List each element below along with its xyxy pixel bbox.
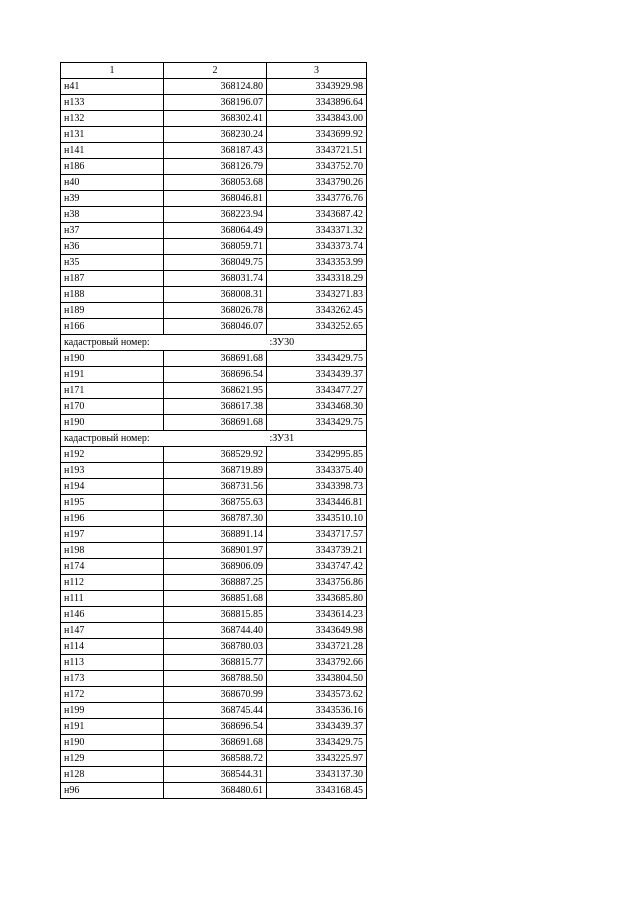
table-row: [61, 319, 367, 335]
x-coordinate-cell: 368046.07: [164, 319, 267, 335]
point-name-cell: н172: [61, 687, 164, 703]
table-row: [61, 607, 367, 623]
y-coordinate-cell: 3343446.81: [267, 495, 367, 511]
point-name-cell: н190: [61, 415, 164, 431]
table-row: [61, 223, 367, 239]
y-coordinate-cell: 3343468.30: [267, 399, 367, 415]
y-coordinate-cell: 3343685.80: [267, 591, 367, 607]
table-row: [61, 543, 367, 559]
point-name-cell: н199: [61, 703, 164, 719]
x-coordinate-cell: 368053.68: [164, 175, 267, 191]
y-coordinate-cell: 3343792.66: [267, 655, 367, 671]
table-row: [61, 287, 367, 303]
x-coordinate-cell: 368731.56: [164, 479, 267, 495]
x-coordinate-cell: 368745.44: [164, 703, 267, 719]
point-name-cell: н190: [61, 735, 164, 751]
y-coordinate-cell: 3343429.75: [267, 415, 367, 431]
table-row: [61, 303, 367, 319]
table-row: [61, 447, 367, 463]
point-name-cell: н171: [61, 383, 164, 399]
point-name-cell: н36: [61, 239, 164, 255]
cadastral-number-value: :ЗУ31: [267, 431, 367, 447]
table-row: [61, 175, 367, 191]
point-name-cell: н193: [61, 463, 164, 479]
x-coordinate-cell: 368187.43: [164, 143, 267, 159]
y-coordinate-cell: 3343843.00: [267, 111, 367, 127]
point-name-cell: н132: [61, 111, 164, 127]
y-coordinate-cell: 3343896.64: [267, 95, 367, 111]
y-coordinate-cell: 3343687.42: [267, 207, 367, 223]
x-coordinate-cell: 368891.14: [164, 527, 267, 543]
point-name-cell: н39: [61, 191, 164, 207]
x-coordinate-cell: 368008.31: [164, 287, 267, 303]
x-coordinate-cell: 368223.94: [164, 207, 267, 223]
y-coordinate-cell: 3343929.98: [267, 79, 367, 95]
point-name-cell: н146: [61, 607, 164, 623]
table-header-row: [61, 63, 367, 79]
y-coordinate-cell: 3343790.26: [267, 175, 367, 191]
x-coordinate-cell: 368126.79: [164, 159, 267, 175]
point-name-cell: н114: [61, 639, 164, 655]
x-coordinate-cell: 368026.78: [164, 303, 267, 319]
y-coordinate-cell: 3343510.10: [267, 511, 367, 527]
y-coordinate-cell: 3343429.75: [267, 351, 367, 367]
table-row: [61, 79, 367, 95]
point-name-cell: н166: [61, 319, 164, 335]
y-coordinate-cell: 3343614.23: [267, 607, 367, 623]
x-coordinate-cell: 368529.92: [164, 447, 267, 463]
table-row: [61, 367, 367, 383]
x-coordinate-cell: 368621.95: [164, 383, 267, 399]
point-name-cell: н192: [61, 447, 164, 463]
y-coordinate-cell: 3343168.45: [267, 783, 367, 799]
point-name-cell: н197: [61, 527, 164, 543]
cadastral-number-label: кадастровый номер:: [61, 335, 267, 351]
table-row: [61, 207, 367, 223]
y-coordinate-cell: 3343373.74: [267, 239, 367, 255]
cadastral-number-label: кадастровый номер:: [61, 431, 267, 447]
y-coordinate-cell: 3343318.29: [267, 271, 367, 287]
point-name-cell: н141: [61, 143, 164, 159]
table-row: [61, 575, 367, 591]
x-coordinate-cell: 368780.03: [164, 639, 267, 655]
point-name-cell: н35: [61, 255, 164, 271]
x-coordinate-cell: 368815.77: [164, 655, 267, 671]
y-coordinate-cell: 3343225.97: [267, 751, 367, 767]
point-name-cell: н194: [61, 479, 164, 495]
point-name-cell: н147: [61, 623, 164, 639]
table-row: [61, 735, 367, 751]
point-name-cell: н170: [61, 399, 164, 415]
x-coordinate-cell: 368755.63: [164, 495, 267, 511]
x-coordinate-cell: 368906.09: [164, 559, 267, 575]
point-name-cell: н173: [61, 671, 164, 687]
x-coordinate-cell: 368719.89: [164, 463, 267, 479]
y-coordinate-cell: 3343752.70: [267, 159, 367, 175]
y-coordinate-cell: 3343721.28: [267, 639, 367, 655]
table-row: [61, 687, 367, 703]
point-name-cell: н38: [61, 207, 164, 223]
y-coordinate-cell: 3343137.30: [267, 767, 367, 783]
x-coordinate-cell: 368691.68: [164, 415, 267, 431]
point-name-cell: н133: [61, 95, 164, 111]
point-name-cell: н189: [61, 303, 164, 319]
x-coordinate-cell: 368887.25: [164, 575, 267, 591]
x-coordinate-cell: 368588.72: [164, 751, 267, 767]
point-name-cell: н40: [61, 175, 164, 191]
x-coordinate-cell: 368691.68: [164, 735, 267, 751]
x-coordinate-cell: 368815.85: [164, 607, 267, 623]
y-coordinate-cell: 3343649.98: [267, 623, 367, 639]
table-row: [61, 719, 367, 735]
x-coordinate-cell: 368696.54: [164, 719, 267, 735]
y-coordinate-cell: 3343252.65: [267, 319, 367, 335]
column-header-3: 3: [267, 63, 367, 79]
x-coordinate-cell: 368480.61: [164, 783, 267, 799]
table-row: [61, 559, 367, 575]
y-coordinate-cell: 3343721.51: [267, 143, 367, 159]
table-row: [61, 463, 367, 479]
table-body: [61, 63, 367, 799]
point-name-cell: н113: [61, 655, 164, 671]
x-coordinate-cell: 368230.24: [164, 127, 267, 143]
x-coordinate-cell: 368031.74: [164, 271, 267, 287]
table-row: [61, 95, 367, 111]
y-coordinate-cell: 3343477.27: [267, 383, 367, 399]
point-name-cell: н37: [61, 223, 164, 239]
point-name-cell: н188: [61, 287, 164, 303]
y-coordinate-cell: 3343429.75: [267, 735, 367, 751]
y-coordinate-cell: 3343371.32: [267, 223, 367, 239]
table-row: [61, 479, 367, 495]
point-name-cell: н112: [61, 575, 164, 591]
table-row: [61, 767, 367, 783]
point-name-cell: н190: [61, 351, 164, 367]
y-coordinate-cell: 3343573.62: [267, 687, 367, 703]
table-row: [61, 399, 367, 415]
table-row: [61, 703, 367, 719]
y-coordinate-cell: 3343747.42: [267, 559, 367, 575]
point-name-cell: н198: [61, 543, 164, 559]
y-coordinate-cell: 3343271.83: [267, 287, 367, 303]
table-row: [61, 271, 367, 287]
y-coordinate-cell: 3343439.37: [267, 367, 367, 383]
table-row: [61, 511, 367, 527]
table-row: [61, 623, 367, 639]
section-row: [61, 335, 367, 351]
y-coordinate-cell: 3343353.99: [267, 255, 367, 271]
table-row: [61, 127, 367, 143]
point-name-cell: н131: [61, 127, 164, 143]
point-name-cell: н196: [61, 511, 164, 527]
y-coordinate-cell: 3343262.45: [267, 303, 367, 319]
column-header-1: 1: [61, 63, 164, 79]
y-coordinate-cell: 3343717.57: [267, 527, 367, 543]
x-coordinate-cell: 368544.31: [164, 767, 267, 783]
point-name-cell: н129: [61, 751, 164, 767]
coordinates-table: [60, 62, 367, 799]
y-coordinate-cell: 3343739.21: [267, 543, 367, 559]
table-row: [61, 527, 367, 543]
table-row: [61, 191, 367, 207]
x-coordinate-cell: 368124.80: [164, 79, 267, 95]
x-coordinate-cell: 368064.49: [164, 223, 267, 239]
point-name-cell: н111: [61, 591, 164, 607]
x-coordinate-cell: 368196.07: [164, 95, 267, 111]
table-row: [61, 751, 367, 767]
x-coordinate-cell: 368696.54: [164, 367, 267, 383]
table-row: [61, 239, 367, 255]
table-row: [61, 255, 367, 271]
y-coordinate-cell: 3343699.92: [267, 127, 367, 143]
x-coordinate-cell: 368787.30: [164, 511, 267, 527]
point-name-cell: н41: [61, 79, 164, 95]
table-row: [61, 783, 367, 799]
point-name-cell: н195: [61, 495, 164, 511]
y-coordinate-cell: 3342995.85: [267, 447, 367, 463]
x-coordinate-cell: 368049.75: [164, 255, 267, 271]
table-row: [61, 351, 367, 367]
x-coordinate-cell: 368744.40: [164, 623, 267, 639]
point-name-cell: н187: [61, 271, 164, 287]
y-coordinate-cell: 3343756.86: [267, 575, 367, 591]
column-header-2: 2: [164, 63, 267, 79]
table-row: [61, 415, 367, 431]
x-coordinate-cell: 368302.41: [164, 111, 267, 127]
table-row: [61, 591, 367, 607]
x-coordinate-cell: 368617.38: [164, 399, 267, 415]
x-coordinate-cell: 368046.81: [164, 191, 267, 207]
table-row: [61, 655, 367, 671]
x-coordinate-cell: 368851.68: [164, 591, 267, 607]
y-coordinate-cell: 3343804.50: [267, 671, 367, 687]
table-row: [61, 383, 367, 399]
y-coordinate-cell: 3343536.16: [267, 703, 367, 719]
y-coordinate-cell: 3343776.76: [267, 191, 367, 207]
table-row: [61, 143, 367, 159]
point-name-cell: н128: [61, 767, 164, 783]
x-coordinate-cell: 368691.68: [164, 351, 267, 367]
point-name-cell: н174: [61, 559, 164, 575]
cadastral-number-value: :ЗУ30: [267, 335, 367, 351]
x-coordinate-cell: 368901.97: [164, 543, 267, 559]
x-coordinate-cell: 368670.99: [164, 687, 267, 703]
point-name-cell: н191: [61, 367, 164, 383]
x-coordinate-cell: 368788.50: [164, 671, 267, 687]
point-name-cell: н186: [61, 159, 164, 175]
point-name-cell: н191: [61, 719, 164, 735]
section-row: [61, 431, 367, 447]
table-row: [61, 639, 367, 655]
x-coordinate-cell: 368059.71: [164, 239, 267, 255]
table-row: [61, 671, 367, 687]
point-name-cell: н96: [61, 783, 164, 799]
y-coordinate-cell: 3343375.40: [267, 463, 367, 479]
y-coordinate-cell: 3343439.37: [267, 719, 367, 735]
table-row: [61, 495, 367, 511]
table-row: [61, 159, 367, 175]
table-row: [61, 111, 367, 127]
y-coordinate-cell: 3343398.73: [267, 479, 367, 495]
